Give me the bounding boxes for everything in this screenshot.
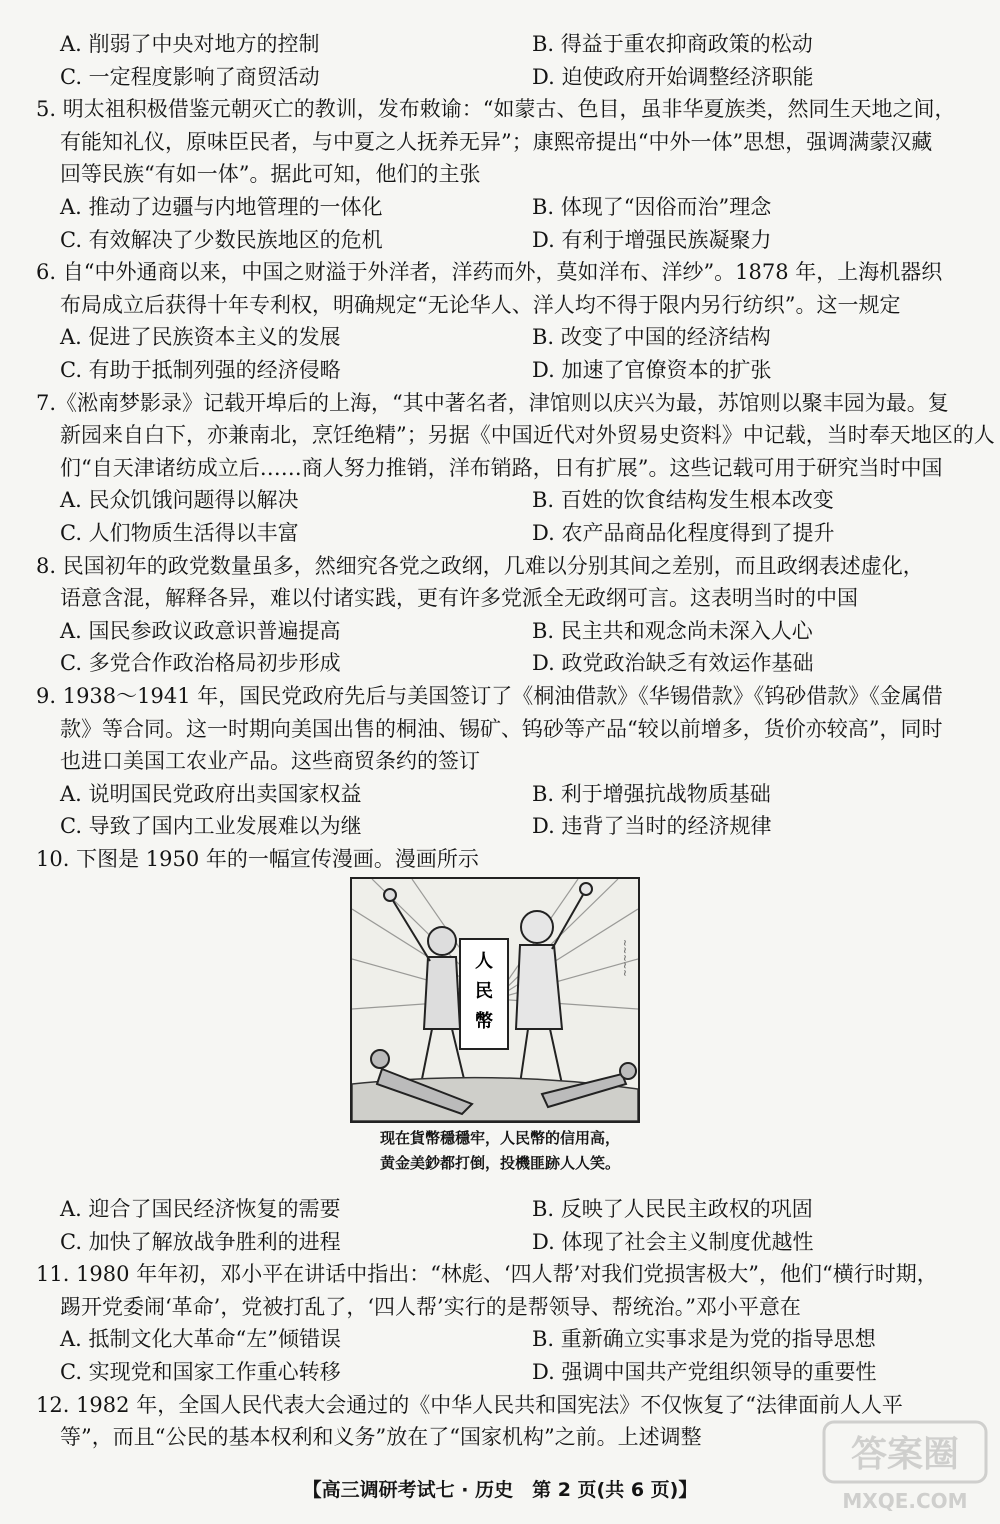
option-row bbox=[60, 1323, 980, 1355]
question-stem-continued: 也进口美国工农业产品。这些商贸条约的签订 bbox=[60, 749, 480, 774]
option-left: C. 有助于抵制列强的经济侵略 bbox=[60, 358, 341, 382]
svg-text:答案圈: 答案圈 bbox=[850, 1434, 960, 1475]
option-right: B. 体现了“因俗而治”理念 bbox=[532, 195, 772, 219]
question-stem: 8. 民国初年的政党数量虽多，然细究各党之政纲，几难以分别其间之差别，而且政纲表述虚化， bbox=[36, 553, 924, 578]
banner-char-1: 人 bbox=[475, 951, 493, 972]
option-right: B. 百姓的饮食结构发生根本改变 bbox=[532, 488, 834, 513]
option-left: C. 人们物质生活得以丰富 bbox=[60, 521, 299, 545]
option-right: B. 重新确立实事求是为党的指导思想 bbox=[532, 1327, 876, 1352]
option-left: A. 国民参政议政意识普遍提高 bbox=[60, 618, 341, 643]
option-row bbox=[60, 810, 980, 842]
option-right: B. 民主共和观念尚未深入人心 bbox=[532, 618, 813, 643]
question-stem: 12. 1982 年，全国人民代表大会通过的《中华人民共和国宪法》不仅恢复了“法律面前人人平 bbox=[36, 1392, 903, 1417]
option-right: D. 政党政治缺乏有效运作基础 bbox=[532, 651, 814, 676]
option-left: C. 导致了国内工业发展难以为继 bbox=[60, 814, 362, 839]
question-stem: 11. 1980 年年初，邓小平在讲话中指出：“林彪、‘四人帮’对我们党损害极大”，他们“横行时期， bbox=[36, 1262, 938, 1287]
option-left: A. 说明国民党政府出卖国家权益 bbox=[60, 781, 362, 806]
option-left: C. 加快了解放战争胜利的进程 bbox=[60, 1229, 341, 1254]
option-row bbox=[60, 224, 980, 256]
option-row bbox=[60, 61, 980, 93]
question-stem-continued: 等”，而且“公民的基本权利和义务”放在了“国家机构”之前。上述调整 bbox=[60, 1425, 702, 1450]
option-left: A. 迎合了国民经济恢复的需要 bbox=[60, 1197, 341, 1221]
page-footer: 【高三调研考试七 · 历史 第 2 页(共 6 页)】 bbox=[302, 1479, 698, 1501]
option-right: B. 改变了中国的经济结构 bbox=[532, 325, 771, 350]
option-left: A. 推动了边疆与内地管理的一体化 bbox=[60, 195, 383, 219]
option-row bbox=[60, 321, 980, 353]
cartoon-caption-line-1: 现在貨幣穩穩牢，人民幣的信用高， bbox=[379, 1129, 620, 1147]
cartoon-caption-line-2: 黄金美鈔都打倒，投機匪跡人人笑。 bbox=[379, 1154, 620, 1172]
option-left: A. 削弱了中央对地方的控制 bbox=[60, 32, 320, 56]
option-left: C. 一定程度影响了商贸活动 bbox=[60, 64, 320, 89]
option-row bbox=[60, 778, 980, 810]
option-row bbox=[60, 517, 980, 549]
banner-char-2: 民 bbox=[475, 981, 493, 1002]
question-stem-continued: 有能知礼仪，原味臣民者，与中夏之人抚养无异”；康熙帝提出“中外一体”思想，强调满蒙汉藏 bbox=[60, 129, 933, 154]
question-stem: 7.《淞南梦影录》记载开埠后的上海，“其中著名者，津馆则以庆兴为最，苏馆则以聚丰园为最。复 bbox=[36, 390, 949, 415]
question-stem: 9. 1938～1941 年，国民党政府先后与美国签订了《桐油借款》《华锡借款》《钨砂借款》《金属借 bbox=[36, 684, 943, 708]
option-right: D. 体现了社会主义制度优越性 bbox=[532, 1229, 814, 1254]
option-right: D. 有利于增强民族凝聚力 bbox=[532, 227, 772, 252]
cartoon-illustration bbox=[352, 879, 638, 1121]
question-stem-continued: 语意含混，解释各异，难以付诸实践，更有许多党派全无政纲可言。这表明当时的中国 bbox=[60, 586, 858, 611]
option-right: D. 迫使政府开始调整经济职能 bbox=[532, 64, 814, 89]
svg-text:~~~~~: ~~~~~ bbox=[619, 939, 629, 977]
option-row bbox=[60, 354, 980, 386]
question-stem-continued: 们“自天津诸纺成立后……商人努力推销，洋布销路，日有扩展”。这些记载可用于研究当时中国 bbox=[60, 455, 943, 480]
option-right: B. 利于增强抗战物质基础 bbox=[532, 781, 771, 806]
option-row bbox=[60, 484, 980, 516]
option-row bbox=[60, 615, 980, 647]
question-stem: 10. 下图是 1950 年的一幅宣传漫画。漫画所示 bbox=[36, 847, 479, 871]
option-row bbox=[60, 1226, 980, 1258]
option-row bbox=[60, 28, 980, 60]
option-right: D. 加速了官僚资本的扩张 bbox=[532, 358, 772, 382]
propaganda-cartoon bbox=[350, 877, 640, 1123]
option-right: D. 农产品商品化程度得到了提升 bbox=[532, 521, 835, 545]
option-row bbox=[60, 1193, 980, 1225]
option-left: C. 实现党和国家工作重心转移 bbox=[60, 1360, 341, 1384]
option-row bbox=[60, 1356, 980, 1388]
question-stem-continued: 款》等合同。这一时期向美国出售的桐油、锡矿、钨砂等产品“较以前增多，货价亦较高”，同时 bbox=[60, 716, 943, 741]
option-right: D. 违背了当时的经济规律 bbox=[532, 814, 772, 839]
option-left: C. 多党合作政治格局初步形成 bbox=[60, 651, 341, 676]
option-row bbox=[60, 647, 980, 679]
banner-char-3: 幣 bbox=[475, 1011, 493, 1032]
option-left: A. 民众饥饿问题得以解决 bbox=[60, 488, 299, 513]
question-stem: 6. 自“中外通商以来，中国之财溢于外洋者，洋药而外，莫如洋布、洋纱”。1878 年，上海机器织 bbox=[36, 260, 943, 285]
option-right: B. 反映了人民民主政权的巩固 bbox=[532, 1197, 813, 1221]
option-right: D. 强调中国共产党组织领导的重要性 bbox=[532, 1360, 877, 1384]
option-right: B. 得益于重农抑商政策的松动 bbox=[532, 32, 813, 56]
question-stem-continued: 新园来自白下，亦兼南北，烹饪绝精”；另据《中国近代对外贸易史资料》中记载，当时奉天地区的人 bbox=[60, 423, 995, 448]
svg-text:MXQE.COM: MXQE.COM bbox=[842, 1489, 968, 1513]
watermark-logo bbox=[820, 1418, 990, 1518]
option-row bbox=[60, 191, 980, 223]
option-left: A. 抵制文化大革命“左”倾错误 bbox=[60, 1327, 341, 1352]
question-stem-continued: 回等民族“有如一体”。据此可知，他们的主张 bbox=[60, 162, 481, 187]
option-left: C. 有效解决了少数民族地区的危机 bbox=[60, 227, 383, 252]
option-left: A. 促进了民族资本主义的发展 bbox=[60, 325, 341, 350]
question-stem: 5. 明太祖积极借鉴元朝灭亡的教训，发布敕谕：“如蒙古、色目，虽非华夏族类，然同生天地之间， bbox=[36, 97, 956, 122]
question-stem-continued: 布局成立后获得十年专利权，明确规定“无论华人、洋人均不得于限内另行纺织”。这一规定 bbox=[60, 292, 901, 317]
question-stem-continued: 踢开党委闹‘革命’，党被打乱了，‘四人帮’实行的是帮领导、帮统治。”邓小平意在 bbox=[60, 1294, 801, 1319]
